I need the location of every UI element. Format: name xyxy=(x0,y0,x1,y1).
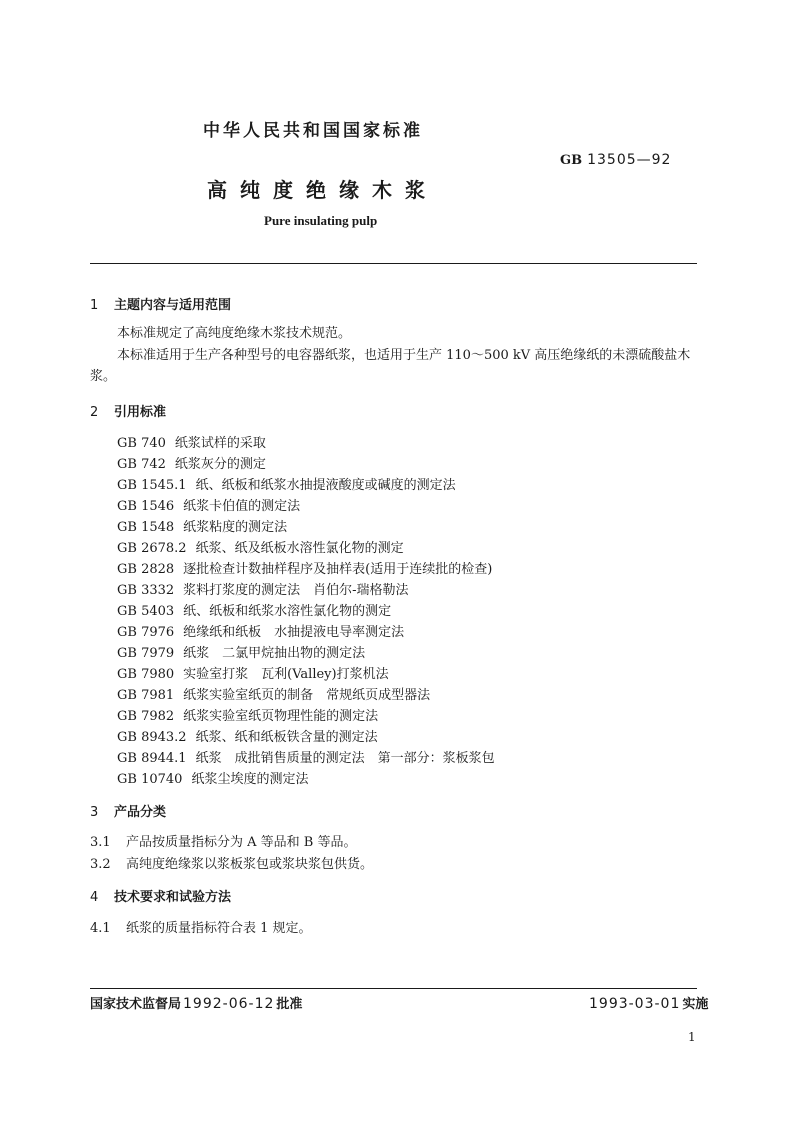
page-number: 1 xyxy=(688,1030,696,1044)
reference-title: 纸浆卡伯值的测定法 xyxy=(183,499,301,514)
reference-title: 纸浆、纸和纸板铁含量的测定法 xyxy=(195,730,378,745)
reference-code: GB 7982 xyxy=(117,709,175,724)
reference-code: GB 7979 xyxy=(117,646,175,661)
standard-prefix: GB xyxy=(560,153,583,168)
header-divider xyxy=(90,263,697,264)
clause-number: 4.1 xyxy=(90,921,111,936)
reference-title: 纸浆灰分的测定 xyxy=(174,457,266,472)
reference-item xyxy=(117,600,391,619)
reference-title: 纸浆实验室纸页的制备 常规纸页成型器法 xyxy=(183,688,431,703)
section-title: 主题内容与适用范围 xyxy=(114,298,232,313)
effective-label: 实施 xyxy=(682,997,709,1012)
effective-date: 1993-03-01 xyxy=(589,996,681,1012)
section-title: 产品分类 xyxy=(114,805,167,820)
reference-item xyxy=(117,642,365,661)
reference-item xyxy=(117,747,495,766)
national-standard-label: 中华人民共和国国家标准 xyxy=(203,121,423,141)
clause xyxy=(90,917,312,936)
reference-code: GB 1545.1 xyxy=(117,478,187,493)
reference-code: GB 742 xyxy=(117,457,166,472)
clause-text: 纸浆的质量指标符合表 1 规定。 xyxy=(126,921,312,936)
reference-title: 纸、纸板和纸浆水抽提液酸度或碱度的测定法 xyxy=(195,478,456,493)
reference-code: GB 3332 xyxy=(117,583,175,598)
section-number: 3 xyxy=(90,805,99,820)
reference-code: GB 5403 xyxy=(117,604,175,619)
reference-item xyxy=(117,768,308,787)
reference-title: 实验室打浆 瓦利(Valley)打浆机法 xyxy=(183,667,389,682)
reference-title: 纸浆 二氯甲烷抽出物的测定法 xyxy=(183,646,366,661)
section-number: 1 xyxy=(90,298,99,313)
reference-code: GB 740 xyxy=(117,436,166,451)
reference-code: GB 7976 xyxy=(117,625,175,640)
reference-code: GB 8943.2 xyxy=(117,730,187,745)
section-number: 4 xyxy=(90,890,99,905)
section-heading-4 xyxy=(90,886,231,905)
reference-item xyxy=(117,474,456,493)
section-heading-1 xyxy=(90,294,231,313)
reference-title: 绝缘纸和纸板 水抽提液电导率测定法 xyxy=(183,625,405,640)
reference-item xyxy=(117,663,389,682)
reference-code: GB 1548 xyxy=(117,520,175,535)
reference-item xyxy=(117,621,404,640)
reference-item xyxy=(117,537,404,556)
reference-code: GB 1546 xyxy=(117,499,175,514)
reference-code: GB 7980 xyxy=(117,667,175,682)
approval-date: 1992-06-12 xyxy=(183,996,275,1012)
reference-item xyxy=(117,495,300,514)
clause-text: 高纯度绝缘浆以浆板浆包或浆块浆包供货。 xyxy=(126,857,374,872)
reference-code: GB 2678.2 xyxy=(117,541,187,556)
footer-divider xyxy=(90,988,697,989)
reference-code: GB 10740 xyxy=(117,772,183,787)
reference-item xyxy=(117,453,266,472)
reference-item xyxy=(117,516,287,535)
reference-title: 纸浆实验室纸页物理性能的测定法 xyxy=(183,709,379,724)
reference-title: 纸浆 成批销售质量的测定法 第一部分：浆板浆包 xyxy=(195,751,495,766)
reference-item xyxy=(117,726,378,745)
clause xyxy=(90,831,356,850)
reference-item xyxy=(117,558,492,577)
english-title: Pure insulating pulp xyxy=(264,213,378,228)
paragraph: 本标准适用于生产各种型号的电容器纸浆，也适用于生产 110～500 kV 高压绝缘纸的未漂硫酸盐木浆。 xyxy=(90,348,691,384)
effective-line xyxy=(587,993,708,1012)
reference-title: 纸浆尘埃度的测定法 xyxy=(191,772,309,787)
section-heading-2 xyxy=(90,401,166,420)
issuer: 国家技术监督局 xyxy=(90,997,182,1012)
clause-number: 3.2 xyxy=(90,857,111,872)
paragraph: 本标准规定了高纯度绝缘木浆技术规范。 xyxy=(117,326,352,341)
reference-code: GB 8944.1 xyxy=(117,751,187,766)
reference-title: 纸浆、纸及纸板水溶性氯化物的测定 xyxy=(195,541,404,556)
reference-item xyxy=(117,684,430,703)
section-title: 引用标准 xyxy=(114,405,167,420)
reference-title: 浆料打浆度的测定法 肖伯尔-瑞格勒法 xyxy=(183,583,409,598)
section-number: 2 xyxy=(90,405,99,420)
clause xyxy=(90,853,373,872)
reference-title: 纸、纸板和纸浆水溶性氯化物的测定 xyxy=(183,604,392,619)
reference-title: 逐批检查计数抽样程序及抽样表(适用于连续批的检查) xyxy=(183,562,493,577)
reference-item xyxy=(117,432,266,451)
reference-code: GB 7981 xyxy=(117,688,175,703)
standard-code: 13505—92 xyxy=(587,152,672,168)
approval-line xyxy=(90,993,302,1012)
reference-title: 纸浆试样的采取 xyxy=(174,436,266,451)
section-heading-3 xyxy=(90,801,166,820)
reference-code: GB 2828 xyxy=(117,562,175,577)
reference-title: 纸浆粘度的测定法 xyxy=(183,520,288,535)
clause-text: 产品按质量指标分为 A 等品和 B 等品。 xyxy=(126,835,357,850)
approval-label: 批准 xyxy=(276,997,303,1012)
document-title: 高纯度绝缘木浆 xyxy=(207,178,438,202)
reference-item xyxy=(117,705,378,724)
standard-number xyxy=(560,152,671,168)
reference-item xyxy=(117,579,409,598)
section-title: 技术要求和试验方法 xyxy=(114,890,232,905)
clause-number: 3.1 xyxy=(90,835,111,850)
